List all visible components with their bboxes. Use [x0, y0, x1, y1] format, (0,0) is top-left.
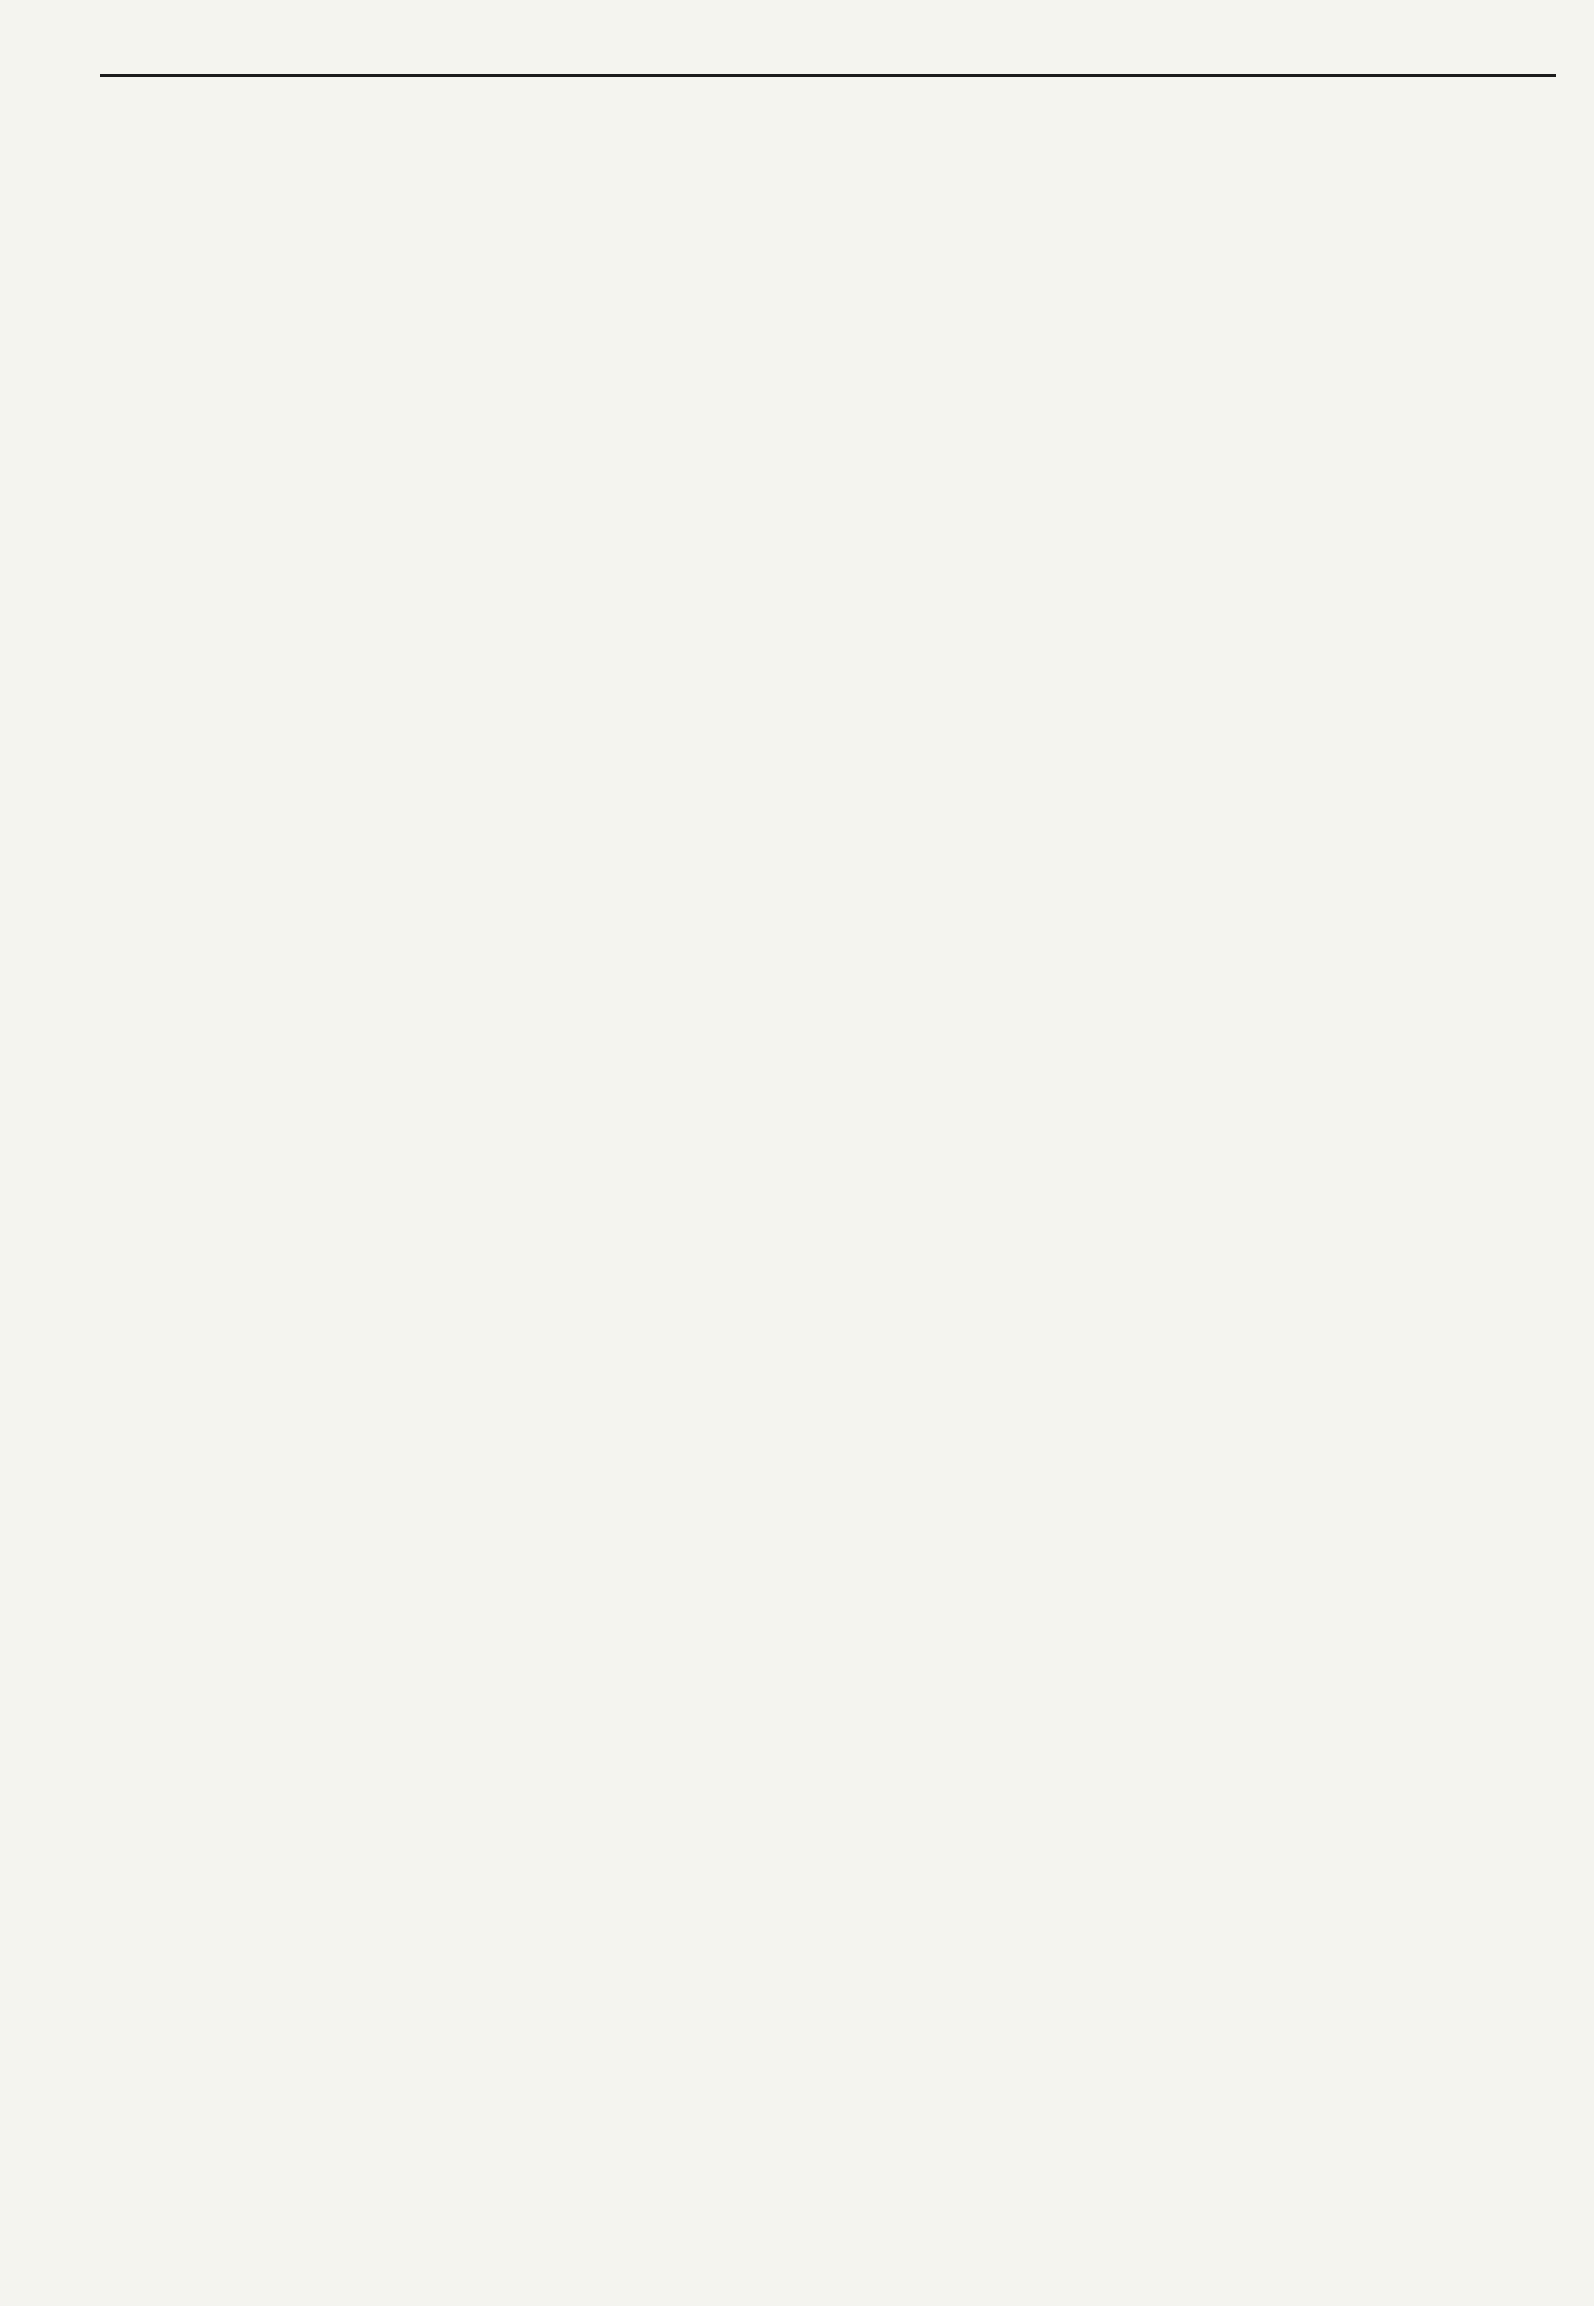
directory-columns [100, 88, 1540, 2200]
page-header [0, 0, 1594, 80]
directory-column [820, 88, 996, 2200]
header-rule [100, 74, 1556, 77]
directory-column [1000, 88, 1176, 2200]
directory-column [280, 88, 456, 2200]
directory-column [1360, 88, 1536, 2200]
directory-column [640, 88, 816, 2200]
directory-column [460, 88, 636, 2200]
directory-column [100, 88, 276, 2200]
section-letter [820, 88, 996, 108]
directory-column [1180, 88, 1356, 2200]
